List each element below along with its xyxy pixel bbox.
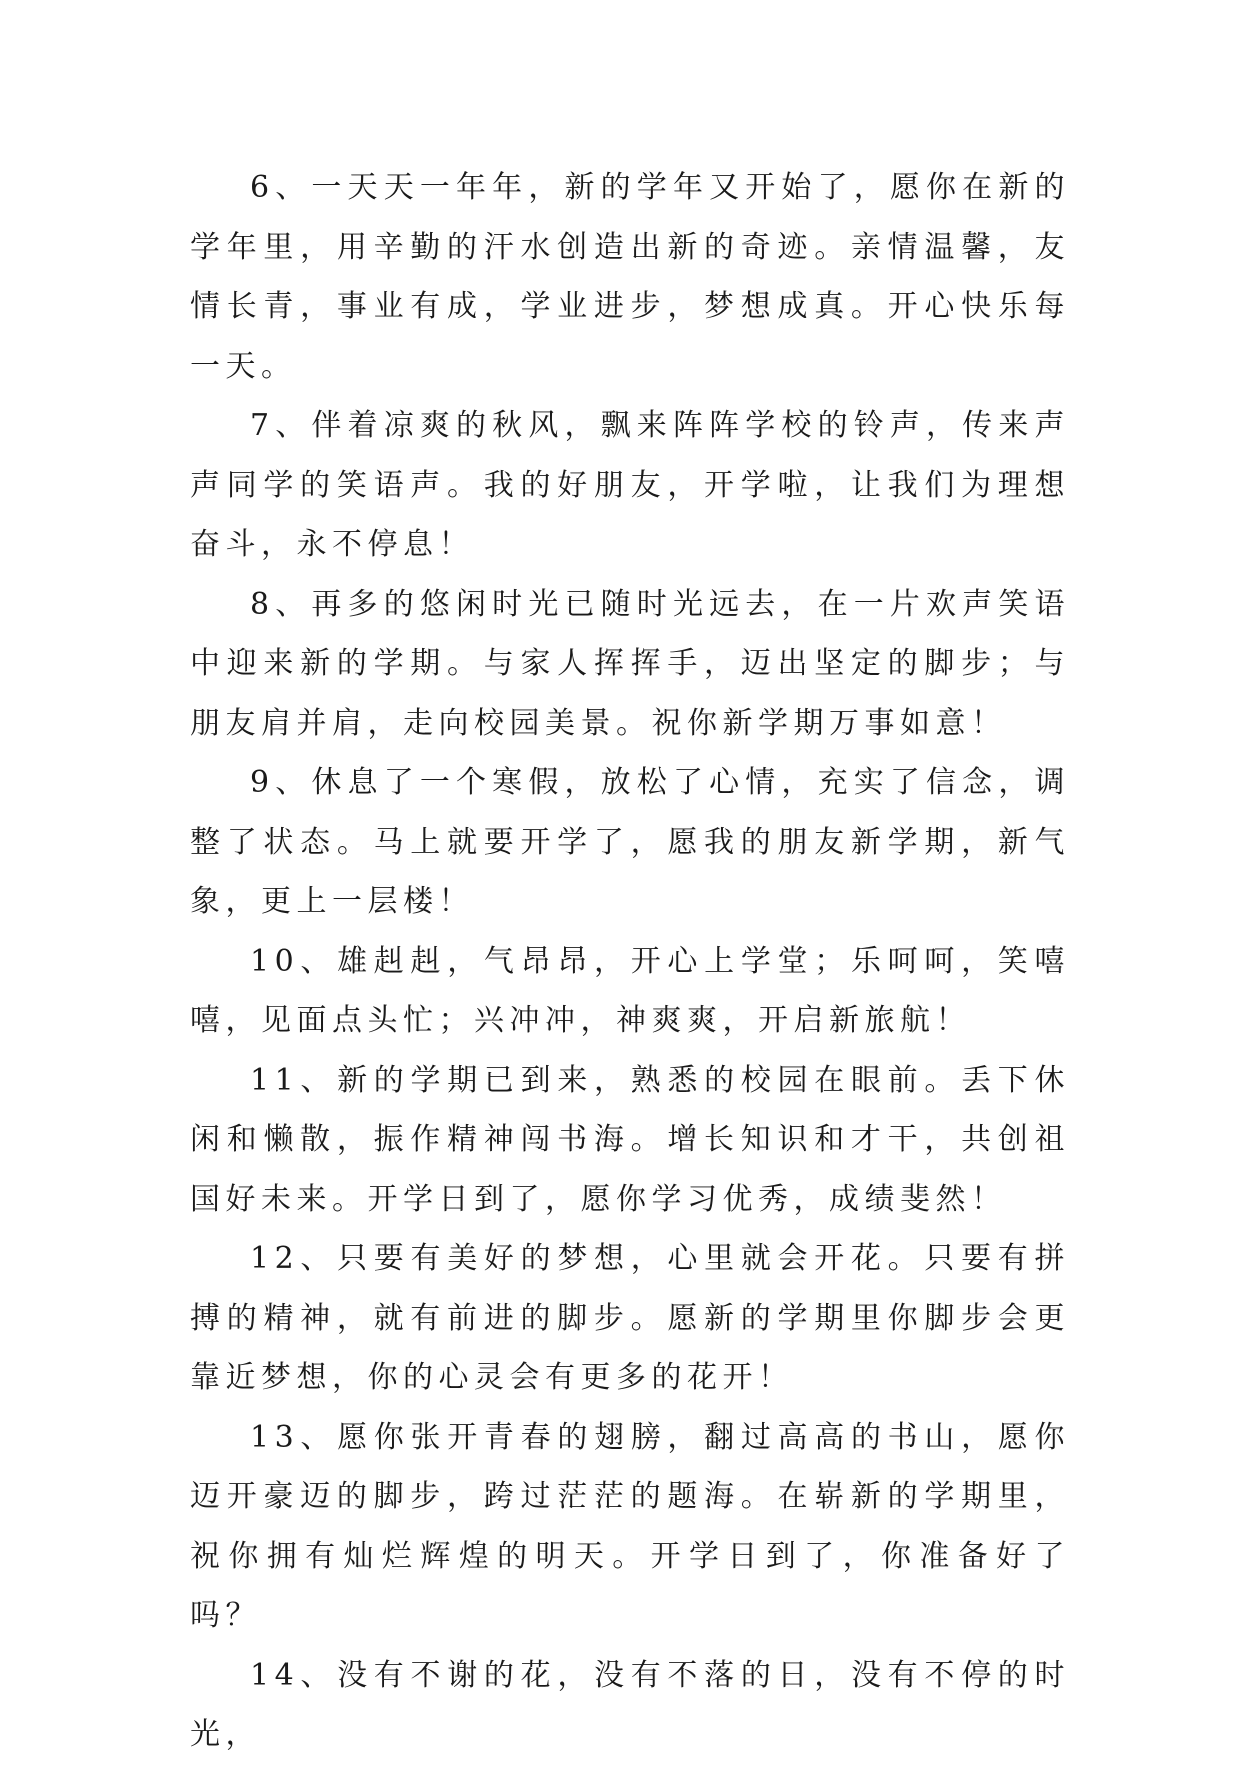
paragraph-8-line-2: 迎来新的学期。与家人挥挥手，迈出坚定的脚步；与朋友肩 <box>190 646 1071 741</box>
paragraph-6-line-1: 6、一天天一年年，新的学年又开始了，愿你在新的学 <box>190 170 1070 265</box>
paragraph-8 <box>190 575 1070 754</box>
paragraph-7-line-1: 7、伴着凉爽的秋风，飘来阵阵学校的铃声，传来声声 <box>190 408 1070 503</box>
paragraph-11 <box>190 1051 1070 1230</box>
paragraph-13-line-2: 豪迈的脚步，跨过茫茫的题海。在崭新的学期里，祝你拥有 <box>190 1479 1071 1574</box>
document-body <box>190 158 1070 1765</box>
paragraph-7-line-2: 同学的笑语声。我的好朋友，开学啦，让我们为理想奋斗， <box>190 467 1071 562</box>
paragraph-7-line-3: 永不停息！ <box>296 527 474 562</box>
paragraph-8-line-3: 并肩，走向校园美景。祝你新学期万事如意！ <box>296 705 1007 741</box>
paragraph-13-line-1: 13、愿你张开青春的翅膀，翻过高高的书山，愿你迈开 <box>190 1419 1070 1514</box>
paragraph-13 <box>190 1408 1070 1646</box>
paragraph-6 <box>190 158 1070 396</box>
paragraph-9-line-2: 了状态。马上就要开学了，愿我的朋友新学期，新气象，更 <box>190 824 1071 919</box>
paragraph-11-line-3: 开学日到了，愿你学习优秀，成绩斐然！ <box>367 1181 1007 1217</box>
paragraph-6-line-2: 年里，用辛勤的汗水创造出新的奇迹。亲情温馨，友情长青， <box>190 229 1071 324</box>
paragraph-14 <box>190 1646 1070 1765</box>
paragraph-9-line-3: 上一层楼！ <box>296 884 474 919</box>
paragraph-9 <box>190 753 1070 932</box>
paragraph-13-line-3: 灿烂辉煌的明天。开学日到了，你准备好了吗？ <box>190 1538 1071 1633</box>
paragraph-7 <box>190 396 1070 575</box>
paragraph-12-line-1: 12、只要有美好的梦想，心里就会开花。只要有拼搏的 <box>190 1241 1070 1336</box>
paragraph-11-line-1: 11、新的学期已到来，熟悉的校园在眼前。丢下休闲和 <box>190 1062 1070 1157</box>
paragraph-10-line-2: 见面点头忙；兴冲冲，神爽爽，开启新旅航！ <box>261 1003 971 1038</box>
paragraph-8-line-1: 8、再多的悠闲时光已随时光远去，在一片欢声笑语中 <box>190 586 1070 681</box>
paragraph-10-line-1: 10、雄赳赳，气昂昂，开心上学堂；乐呵呵，笑嘻嘻， <box>190 943 1070 1038</box>
paragraph-12-line-2: 精神，就有前进的脚步。愿新的学期里你脚步会更靠近梦想， <box>190 1300 1071 1395</box>
paragraph-10 <box>190 932 1070 1051</box>
paragraph-12-line-3: 你的心灵会有更多的花开！ <box>367 1360 794 1395</box>
paragraph-11-line-2: 懒散，振作精神闯书海。增长知识和才干，共创祖国好未来。 <box>190 1122 1071 1217</box>
paragraph-12 <box>190 1229 1070 1408</box>
paragraph-9-line-1: 9、休息了一个寒假，放松了心情，充实了信念，调整 <box>190 765 1070 860</box>
paragraph-6-line-3: 事业有成，学业进步，梦想成真。开心快乐每一天。 <box>190 289 1071 384</box>
paragraph-14-line-1: 14、没有不谢的花，没有不落的日，没有不停的时光， <box>190 1657 1070 1752</box>
